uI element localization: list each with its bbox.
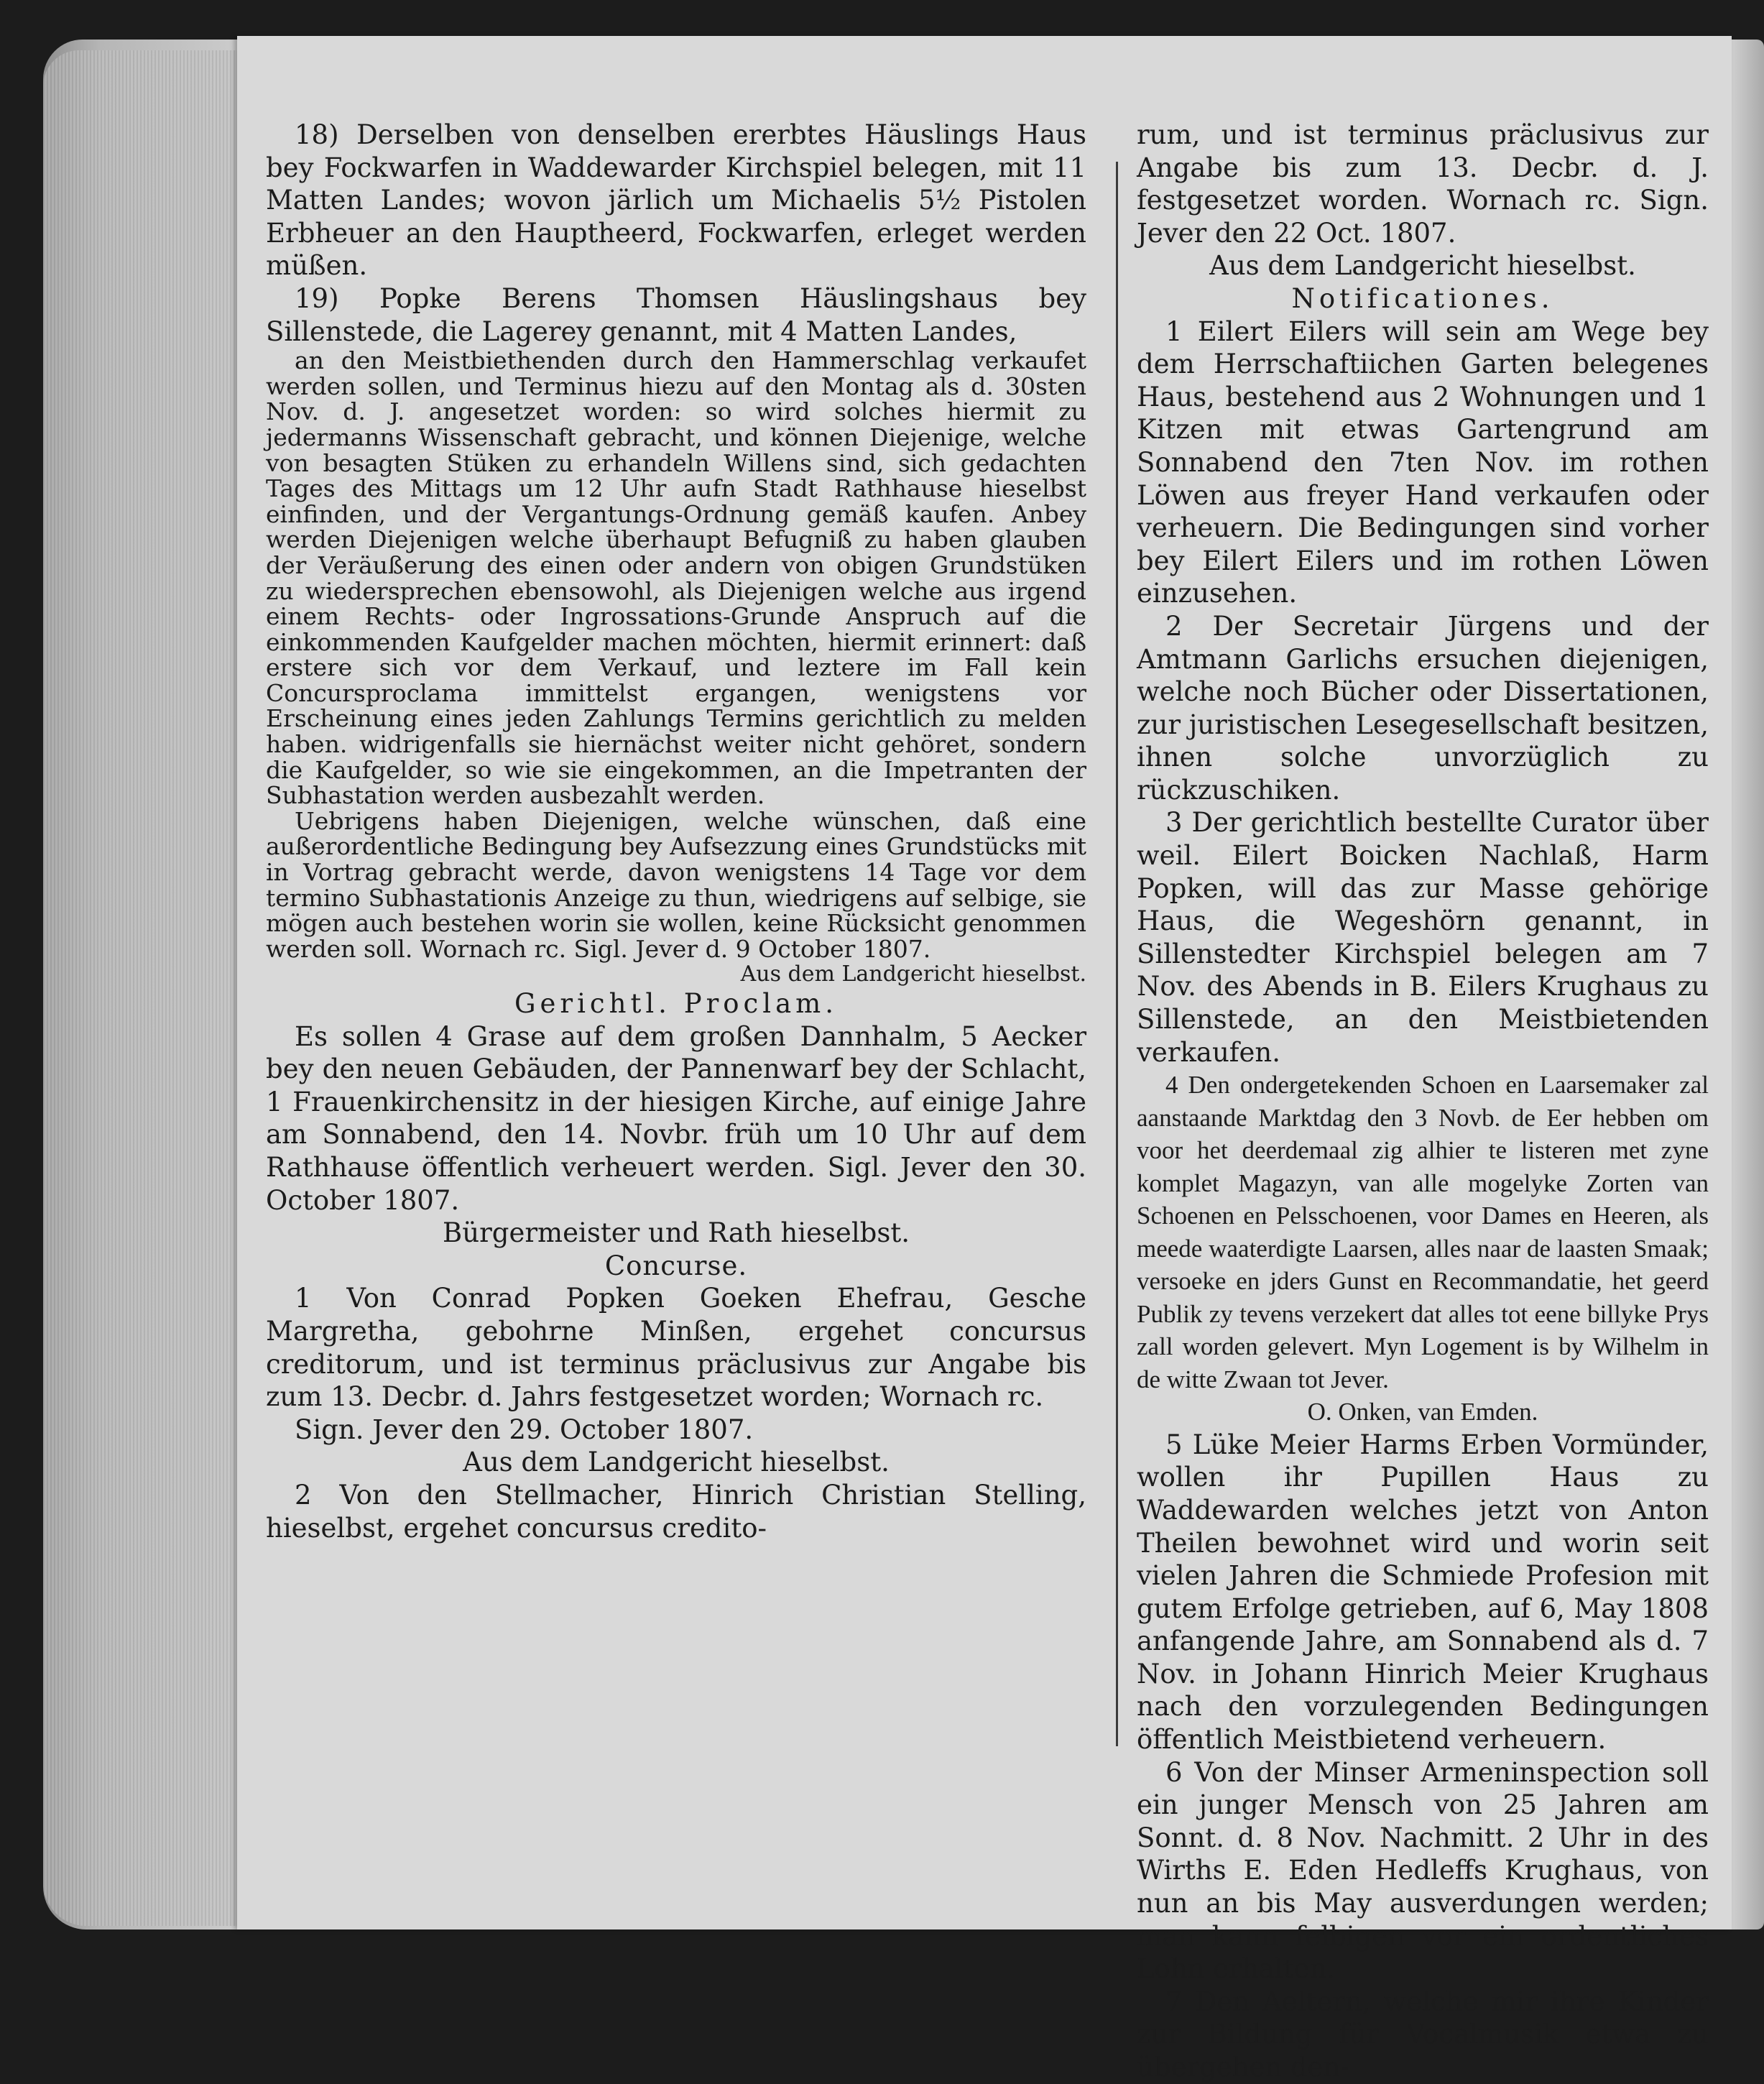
item-19: 19) Popke Berens Thomsen Häuslingshaus bey Sillenstede, die Lagerey genannt, mit 4 Matten Landes, (266, 282, 1086, 347)
heading-concurse: Concurse. (604, 1250, 748, 1281)
proclam-text: Es sollen 4 Grase auf dem großen Dannhalm, 5 Aecker bey den neuen Gebäuden, der Pannenwarf bey der Schlacht, 1 Frauenkirchensitz in der hiesigen Kirche, auf einige Jahre am Sonnabend, den 14. Novbr. früh um 10 Uhr auf dem Rathhause öffentlich verheuert werden. Sigl. Jever den 30. October 1807. (266, 1020, 1086, 1216)
notification-7: 7 Den Aeltern, welche mir ihre Kinder zur Bildung für Vocalmusik etwa zu übergehen den- (1137, 1986, 1709, 2083)
notification-1: 1 Eilert Eilers will sein am Wege bey dem Herrschaftiichen Garten belegenes Haus, bestehend aus 2 Wohnungen und 1 Kitzen mit etwas Gartengrund am Sonnabend den 7ten Nov. im rothen Löwen aus freyer Hand verkaufen oder verheuern. Die Bedingungen sind vorher bey Eilert Eilers und im rothen Löwen einzusehen. (1137, 315, 1709, 609)
notification-5: 5 Lüke Meier Harms Erben Vormünder, wollen ihr Pupillen Haus zu Waddewarden welches jetzt von Anton Theilen bewohnet wird und worin seit vielen Jahren die Schmiede Profesion mit gutem Erfolge getrieben, auf 6, May 1808 anfangende Jahre, am Sonnabend als d. 7 Nov. in Johann Hinrich Meier Krughaus nach den vorzulegenden Bedingungen öffentlich Meistbietend verheuern. (1137, 1429, 1709, 1756)
page-edges (43, 50, 244, 1926)
left-column (266, 119, 1086, 1544)
notification-4-signature: O. Onken, van Emden. (1307, 1398, 1538, 1426)
concurse-1-signature: Aus dem Landgericht hieselbst. (463, 1447, 890, 1478)
concurse-2: 2 Von den Stellmacher, Hinrich Christian Stelling, hieselbst, ergehet concursus credito- (266, 1479, 1086, 1544)
column-divider (1116, 162, 1118, 1746)
proclam-signature: Bürgermeister und Rath hieselbst. (443, 1217, 910, 1249)
notification-3: 3 Der gerichtlich bestellte Curator über weil. Eilert Boicken Nachlaß, Harm Popken, will das zur Masse gehörige Haus, die Wegeshörn genannt, in Sillenstedter Kirchspiel belegen am 7 Nov. des Abends in B. Eilers Krughaus zu Sillenstede, an den Meistbietenden verkaufen. (1137, 807, 1709, 1068)
signature-landgericht-right: Aus dem Landgericht hieselbst. (1209, 250, 1636, 282)
notification-2: 2 Der Secretair Jürgens und der Amtmann Garlichs ersuchen diejenigen, welche noch Bücher oder Dissertationen, zur juristischen Lesegesellschaft besitzen, ihnen solche unvorzüglich zu rückzuschiken. (1137, 610, 1709, 806)
concurse-1: 1 Von Conrad Popken Goeken Ehefrau, Gesche Margretha, gebohrne Minßen, ergehet concursus creditorum, und ist terminus präclusivus zur Angabe bis zum 13. Decbr. d. Jahrs festgesetzet worden; Wornach rc. (266, 1283, 1086, 1413)
signature-landgericht: Aus dem Landgericht hieselbst. (740, 962, 1086, 987)
concurse-2-continued: rum, und ist terminus präclusivus zur Angabe bis zum 13. Decbr. d. J. festgesetzet worden. Wornach rc. Sign. Jever den 22 Oct. 1807. (1137, 119, 1709, 249)
concurse-1-sign: Sign. Jever den 29. October 1807. (295, 1414, 754, 1445)
notification-4: 4 Den ondergetekenden Schoen en Laarsemaker zal aanstaande Marktdag den 3 Novb. de Eer hebben om voor het deerdemaal zig alhier te listeren met zyne komplet Magazyn, van alle mogelyke Zorten van Schoenen en Pelsschoenen, voor Dames en Heeren, als meede waaterdigte Laarsen, alles naar de laasten Smaak; versoeke en jders Gunst en Recommandatie, het geerd Publik zy tevens verzekert dat alles tot eene billyke Prys zall worden gelevert. Myn Logement is by Wilhelm in de witte Zwaan tot Jever. (1137, 1071, 1709, 1393)
heading-notificationes: Notificationes. (1291, 282, 1554, 314)
right-column (1137, 119, 1709, 2084)
heading-proclam: Gerichtl. Proclam. (514, 988, 839, 1019)
auction-text: an den Meistbiethenden durch den Hammerschlag verkaufet werden sollen, und Terminus hiezu auf den Montag als d. 30sten Nov. d. J. angesetzet worden: so wird solches hiermit zu jedermanns Wissenschaft gebracht, und können Diejenige, welche von besagten Stüken zu erhandeln Willens sind, sich gedachten Tages des Mittags um 12 Uhr aufn Stadt Rathhause hieselbst einfinden, und der Vergantungs-Ordnung gemäß kaufen. Anbey werden Diejenigen welche überhaupt Befugniß zu haben glauben der Veräußerung des einen oder andern von obigen Grundstüken zu wiedersprechen ebensowohl, als Diejenigen welche aus irgend einem Rechts- oder Ingrossations-Grunde Anspruch auf die einkommenden Kaufgelder machen möchten, hiermit erinnert: daß erstere sich vor dem Verkauf, und leztere im Fall kein Concursproclama immittelst ergangen, wenigstens vor Erscheinung eines jeden Zahlungs Termins gerichtlich zu melden haben. widrigenfalls sie hiernächst weiter nicht gehöret, sondern die Kaufgelder, so wie sie eingekommen, an die Impetranten der Subhastation werden ausbezahlt werden. (266, 346, 1086, 810)
further-text: Uebrigens haben Diejenigen, welche wünschen, daß eine außerordentliche Bedingung bey Aufsezzung eines Grundstücks mit in Vortrag gebracht werde, davon wenigstens 14 Tage vor dem termino Subhastationis Anzeige zu thun, wiedrigens auf selbige, sie mögen auch bestehen worin sie wollen, keine Rücksicht genommen werden soll. Wornach rc. Sigl. Jever d. 9 October 1807. (266, 806, 1086, 963)
item-18: 18) Derselben von denselben ererbtes Häuslings Haus bey Fockwarfen in Waddewarder Kirchspiel belegen, mit 11 Matten Landes; wovon järlich um Michaelis 5½ Pistolen Erbheuer an den Hauptheerd, Fockwarfen, erleget werden müßen. (266, 119, 1086, 282)
notification-6: 6 Von der Minser Armeninspection soll ein junger Mensch von 25 Jahren am Sonnt. d. 8 Nov. Nachmitt. 2 Uhr in des Wirths E. Eden Hedleffs Krughaus, von nun an bis May ausverdungen werden; man kann ſelbigen vor ein ordentliches Lohn erhalten. (1137, 1756, 1709, 1985)
